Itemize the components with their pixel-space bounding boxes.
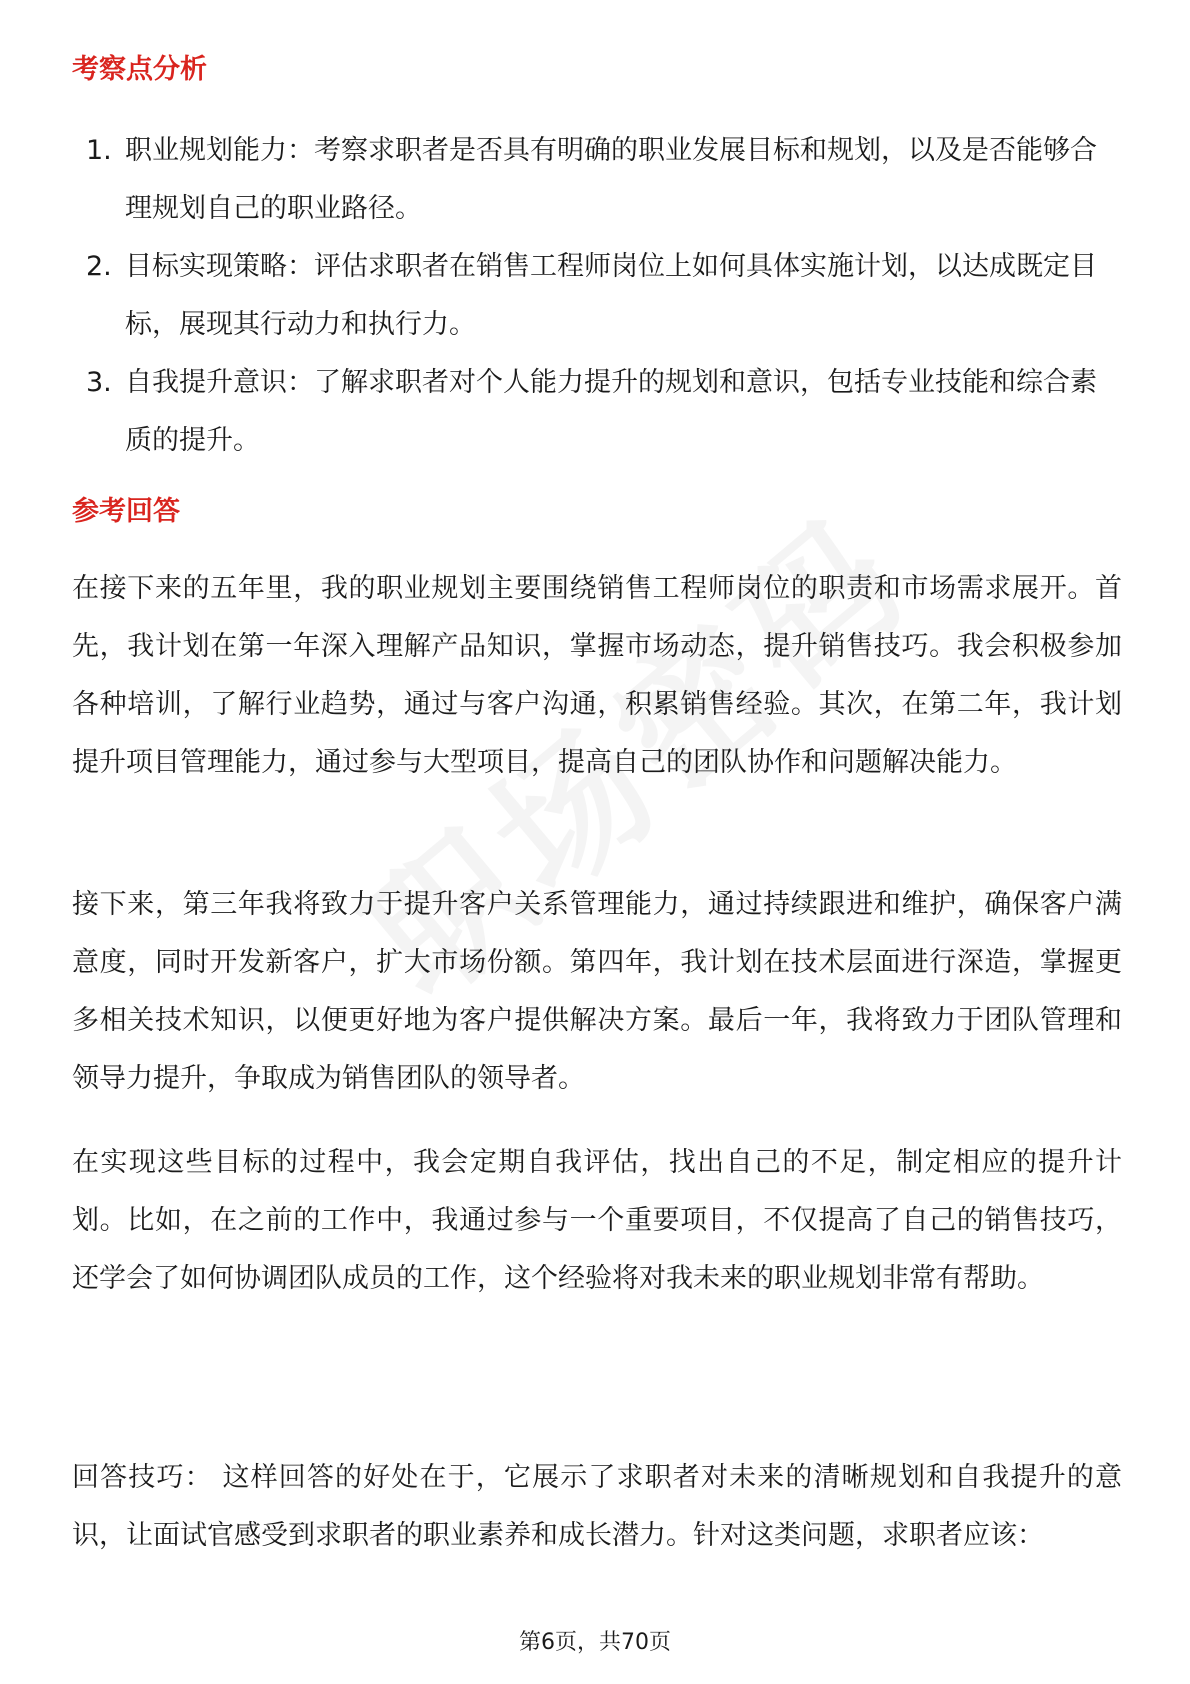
answer-paragraph: 接下来，第三年我将致力于提升客户关系管理能力，通过持续跟进和维护，确保客户满意度，同时开发新客户，扩大市场份额。第四年，我计划在技术层面进行深造，掌握更多相关技术知识，以便更好地为客户提供解决方案。最后一年，我将致力于团队管理和领导力提升，争取成为销售团队的领导者。 xyxy=(72,889,1122,1094)
answer-tips-paragraph: 回答技巧： 这样回答的好处在于，它展示了求职者对未来的清晰规划和自我提升的意识，让面试官感受到求职者的职业素养和成长潜力。针对这类问题，求职者应该： xyxy=(72,1462,1122,1551)
section-heading-analysis: 考察点分析 xyxy=(72,54,207,85)
list-item-text: 目标实现策略：评估求职者在销售工程师岗位上如何具体实施计划，以达成既定目标，展现其行动力和执行力。 xyxy=(125,251,1097,340)
page-number-footer: 第6页，共70页 xyxy=(519,1630,671,1655)
list-item xyxy=(72,122,1122,238)
list-item xyxy=(72,238,1122,354)
answer-paragraph: 在实现这些目标的过程中，我会定期自我评估，找出自己的不足，制定相应的提升计划。比如，在之前的工作中，我通过参与一个重要项目，不仅提高了自己的销售技巧，还学会了如何协调团队成员的工作，这个经验将对我未来的职业规划非常有帮助。 xyxy=(72,1147,1122,1294)
section-heading-answer: 参考回答 xyxy=(72,496,180,527)
analysis-list xyxy=(72,122,1122,470)
list-item-number: 1. xyxy=(86,135,112,166)
list-item-text: 职业规划能力：考察求职者是否具有明确的职业发展目标和规划，以及是否能够合理规划自己的职业路径。 xyxy=(125,135,1097,224)
list-item-number: 3. xyxy=(86,367,112,398)
list-item-text: 自我提升意识：了解求职者对个人能力提升的规划和意识，包括专业技能和综合素质的提升。 xyxy=(125,367,1097,456)
list-item-number: 2. xyxy=(86,251,112,282)
answer-paragraph: 在接下来的五年里，我的职业规划主要围绕销售工程师岗位的职责和市场需求展开。首先，我计划在第一年深入理解产品知识，掌握市场动态，提升销售技巧。我会积极参加各种培训，了解行业趋势，通过与客户沟通，积累销售经验。其次，在第二年，我计划提升项目管理能力，通过参与大型项目，提高自己的团队协作和问题解决能力。 xyxy=(72,573,1122,778)
list-item xyxy=(72,354,1122,470)
